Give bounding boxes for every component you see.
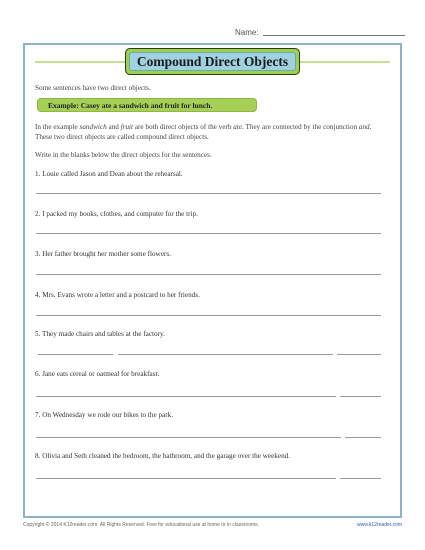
answer-line-6b[interactable] <box>340 396 381 397</box>
explanation-text: In the example sandwich and fruit are both direct objects of the verb ate. They are connected by the conjunction and. These two direct objects are called compound direct objects. <box>35 123 372 141</box>
answer-line-5a[interactable] <box>38 354 113 355</box>
site-link[interactable]: www.k12reader.com <box>356 522 402 528</box>
question-7: 7. On Wednesday we rode our bikes to the park. <box>35 411 174 419</box>
answer-line-8a[interactable] <box>36 478 336 479</box>
answer-line-5b[interactable] <box>118 354 333 355</box>
answer-line-7a[interactable] <box>36 437 341 438</box>
answer-line-4[interactable] <box>36 315 381 316</box>
question-8: 8. Olivia and Seth cleaned the bedroom, the bathroom, and the garage over the weekend. <box>35 452 291 460</box>
question-1: 1. Louie called Jason and Dean about the rehearsal. <box>35 170 183 178</box>
word-ate: ate <box>233 123 243 131</box>
worksheet-border <box>23 43 402 518</box>
example-box <box>37 98 257 112</box>
word-fruit: fruit <box>120 123 134 131</box>
answer-line-1[interactable] <box>36 193 381 194</box>
name-field[interactable] <box>235 28 405 37</box>
question-3: 3. Her father brought her mother some flowers. <box>35 250 171 258</box>
title-box <box>129 52 296 71</box>
page-title: Compound Direct Objects <box>136 53 289 69</box>
name-underline[interactable] <box>263 35 405 36</box>
question-2: 2. I packed my books, clothes, and computer for the trip. <box>35 210 198 218</box>
instructions-text: Write in the blanks below the direct objects for the sentences. <box>35 151 212 159</box>
word-sandwich: sandwich <box>79 123 107 131</box>
title-rule-right <box>300 61 390 63</box>
question-4: 4. Mrs. Evans wrote a letter and a postcard to her friends. <box>35 291 200 299</box>
answer-line-6a[interactable] <box>36 396 336 397</box>
title-rule-left <box>35 61 125 63</box>
intro-text: Some sentences have two direct objects. <box>35 84 151 92</box>
word-and: and <box>358 123 370 131</box>
question-6: 6. Jane eats cereal or oatmeal for breakfast. <box>35 370 160 378</box>
answer-line-7b[interactable] <box>345 437 381 438</box>
name-label: Name: <box>235 28 259 37</box>
answer-line-3[interactable] <box>36 274 381 275</box>
question-5: 5. They made chairs and tables at the factory. <box>35 330 165 338</box>
answer-line-8b[interactable] <box>340 478 381 479</box>
example-text: Example: Casey ate a sandwich and fruit for lunch. <box>48 100 213 110</box>
answer-line-5c[interactable] <box>337 354 381 355</box>
answer-line-2[interactable] <box>36 233 381 234</box>
title-banner <box>125 48 300 75</box>
copyright-notice: Copyright © 2014 K12reader.com. All Rights Reserved. Free for educational use at home or in classrooms. <box>23 522 260 528</box>
